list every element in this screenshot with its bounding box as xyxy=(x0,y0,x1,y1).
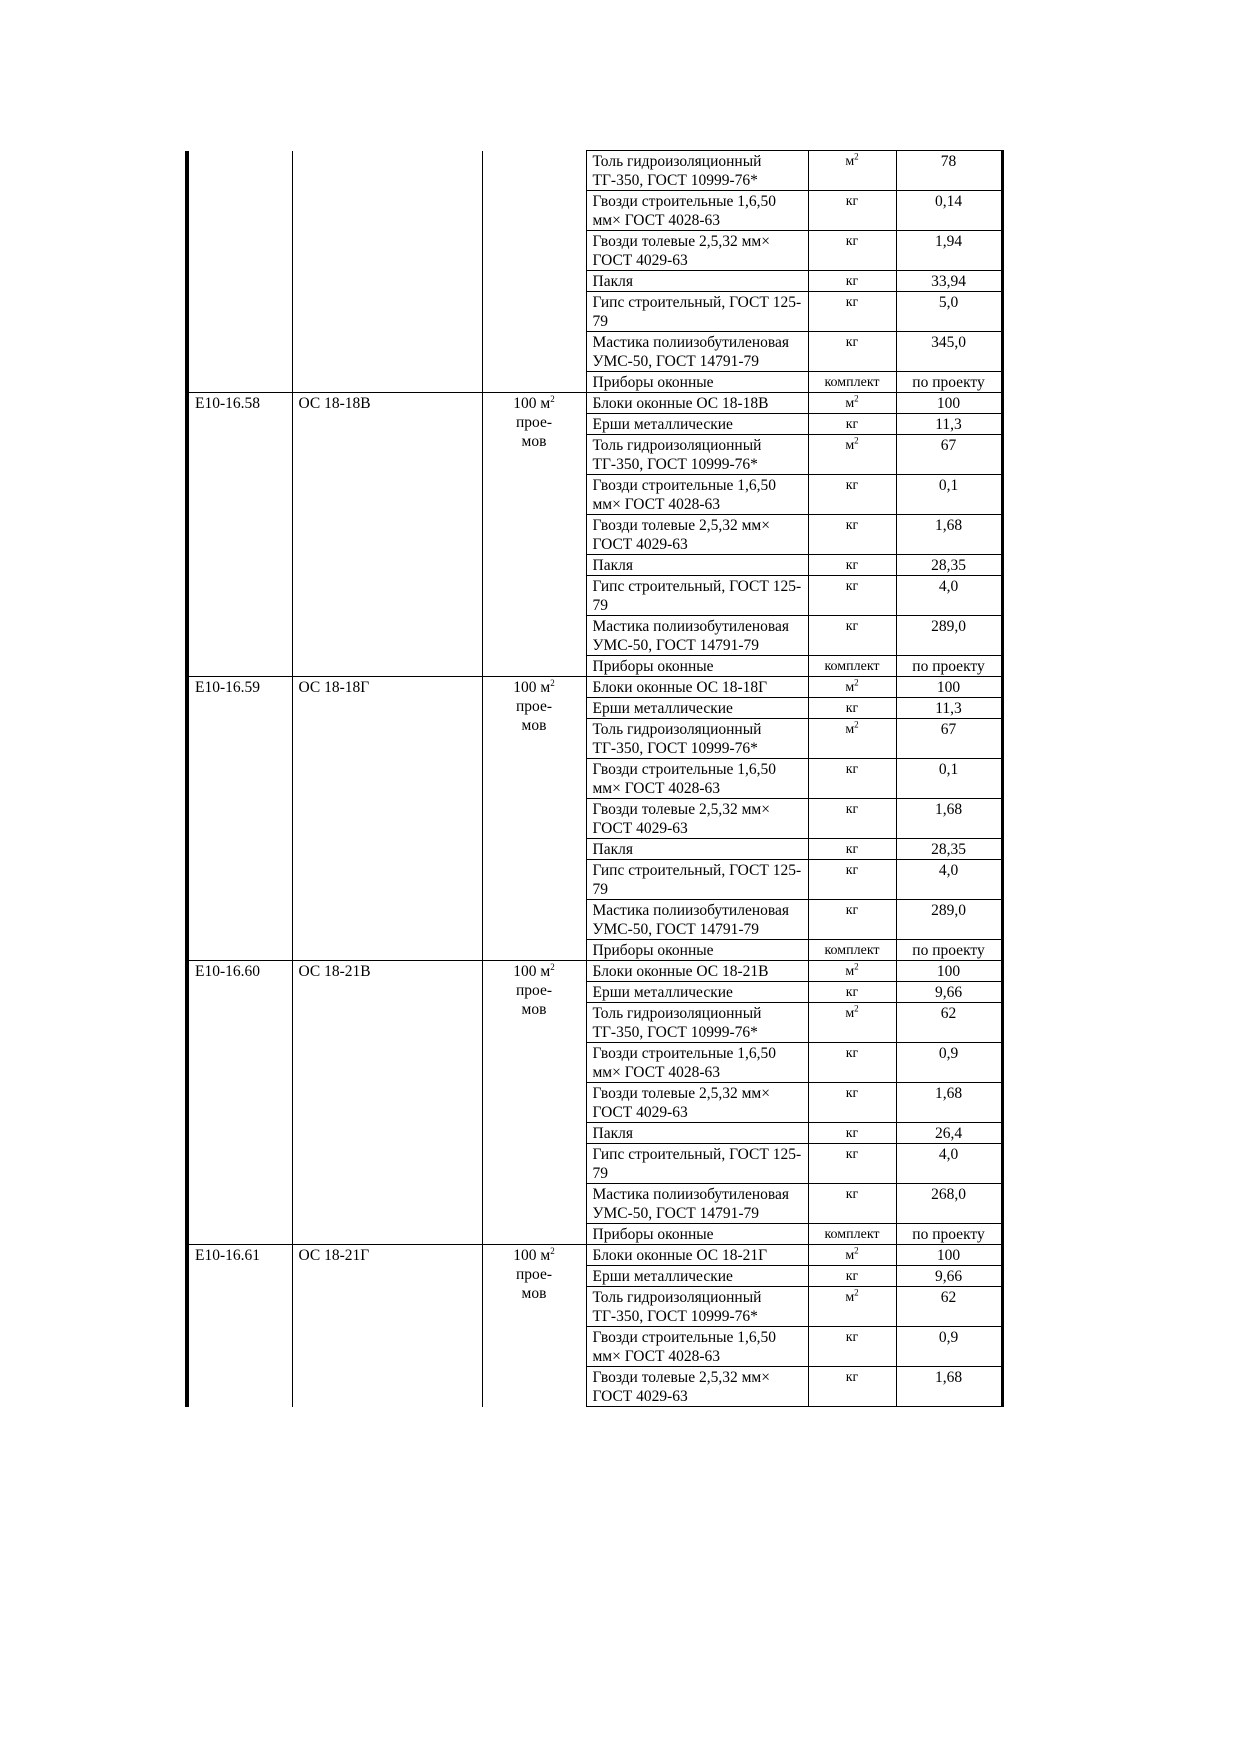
material-unit-text: кг xyxy=(845,1046,859,1061)
material-unit xyxy=(808,191,896,231)
material-name: Гипс строительный, ГОСТ 125-79 xyxy=(586,292,808,332)
material-quantity: по проекту xyxy=(896,940,1002,961)
material-unit xyxy=(808,1327,896,1367)
norm-unit xyxy=(482,961,586,1245)
table-row xyxy=(187,961,1002,982)
material-name: Гвозди толевые 2,5,32 мм× ГОСТ 4029-63 xyxy=(586,231,808,271)
material-unit xyxy=(808,1224,896,1245)
material-unit-text: м xyxy=(845,438,855,453)
material-unit xyxy=(808,515,896,555)
norm-unit-line: мов xyxy=(521,433,547,450)
material-unit xyxy=(808,372,896,393)
material-name: Гвозди толевые 2,5,32 мм× ГОСТ 4029-63 xyxy=(586,1367,808,1407)
norm-unit-line: мов xyxy=(521,1285,547,1302)
material-unit xyxy=(808,332,896,372)
material-unit-text: кг xyxy=(845,1370,859,1385)
material-unit xyxy=(808,698,896,719)
material-unit-text: кг xyxy=(845,863,859,878)
norm-unit xyxy=(482,151,586,393)
material-unit xyxy=(808,393,896,414)
material-unit-sup: 2 xyxy=(854,1287,859,1298)
material-unit-text: кг xyxy=(845,1126,859,1141)
material-name: Мастика полиизобутиленовая УМС-50, ГОСТ 14791-79 xyxy=(586,1184,808,1224)
material-quantity: 67 xyxy=(896,435,1002,475)
material-quantity: 33,94 xyxy=(896,271,1002,292)
material-name: Гвозди строительные 1,6,50 мм× ГОСТ 4028-63 xyxy=(586,475,808,515)
material-quantity: 26,4 xyxy=(896,1123,1002,1144)
material-name: Мастика полиизобутиленовая УМС-50, ГОСТ 14791-79 xyxy=(586,616,808,656)
material-quantity: 9,66 xyxy=(896,1266,1002,1287)
material-unit-text: кг xyxy=(845,762,859,777)
material-quantity: 28,35 xyxy=(896,555,1002,576)
norm-code: Е10-16.60 xyxy=(187,961,292,1245)
material-unit-sup: 2 xyxy=(854,435,859,446)
material-quantity: 0,14 xyxy=(896,191,1002,231)
material-unit xyxy=(808,759,896,799)
table-row xyxy=(187,677,1002,698)
material-quantity: по проекту xyxy=(896,1224,1002,1245)
material-unit-text: кг xyxy=(845,478,859,493)
material-quantity: 5,0 xyxy=(896,292,1002,332)
material-name: Пакля xyxy=(586,271,808,292)
material-unit xyxy=(808,414,896,435)
norm-unit-line: прое- xyxy=(515,1266,553,1283)
norm-name: ОС 18-18В xyxy=(292,393,482,677)
material-unit-text: кг xyxy=(845,1086,859,1101)
material-quantity: 289,0 xyxy=(896,616,1002,656)
norm-unit-line: прое- xyxy=(515,414,553,431)
norm-unit xyxy=(482,393,586,677)
material-unit-text: м xyxy=(845,154,855,169)
material-unit-text: комплект xyxy=(824,375,880,390)
material-unit xyxy=(808,292,896,332)
material-name: Ерши металлические xyxy=(586,982,808,1003)
material-unit-text: кг xyxy=(845,903,859,918)
material-unit-text: кг xyxy=(845,579,859,594)
material-unit xyxy=(808,151,896,191)
material-unit xyxy=(808,576,896,616)
material-name: Толь гидроизоляционный ТГ-350, ГОСТ 10999-76* xyxy=(586,435,808,475)
material-unit xyxy=(808,1245,896,1266)
material-quantity: 1,94 xyxy=(896,231,1002,271)
norm-unit-sup: 2 xyxy=(550,1245,555,1256)
material-name: Пакля xyxy=(586,555,808,576)
table-row xyxy=(187,1245,1002,1266)
material-name: Толь гидроизоляционный ТГ-350, ГОСТ 10999-76* xyxy=(586,1287,808,1327)
material-unit-text: комплект xyxy=(824,1227,880,1242)
material-name: Пакля xyxy=(586,839,808,860)
material-quantity: 67 xyxy=(896,719,1002,759)
material-unit-sup: 2 xyxy=(854,1245,859,1256)
norm-name: ОС 18-21Г xyxy=(292,1245,482,1407)
norms-table-body xyxy=(187,151,1002,1407)
norm-unit xyxy=(482,1245,586,1407)
material-quantity: по проекту xyxy=(896,372,1002,393)
material-name: Толь гидроизоляционный ТГ-350, ГОСТ 10999-76* xyxy=(586,719,808,759)
material-unit xyxy=(808,616,896,656)
norm-name: ОС 18-18Г xyxy=(292,677,482,961)
material-name: Ерши металлические xyxy=(586,698,808,719)
material-name: Гипс строительный, ГОСТ 125-79 xyxy=(586,1144,808,1184)
material-quantity: 9,66 xyxy=(896,982,1002,1003)
material-quantity: 100 xyxy=(896,677,1002,698)
material-unit-text: кг xyxy=(845,1269,859,1284)
norm-unit-sup: 2 xyxy=(550,961,555,972)
material-unit xyxy=(808,677,896,698)
norm-code: Е10-16.61 xyxy=(187,1245,292,1407)
material-unit xyxy=(808,839,896,860)
material-name: Гвозди строительные 1,6,50 мм× ГОСТ 4028-63 xyxy=(586,191,808,231)
material-unit-text: кг xyxy=(845,802,859,817)
material-quantity: 4,0 xyxy=(896,860,1002,900)
material-unit xyxy=(808,900,896,940)
material-unit-text: кг xyxy=(845,194,859,209)
material-unit xyxy=(808,719,896,759)
material-unit-text: м xyxy=(845,1290,855,1305)
material-unit-text: м xyxy=(845,1248,855,1263)
material-quantity: 78 xyxy=(896,151,1002,191)
material-quantity: 11,3 xyxy=(896,414,1002,435)
material-unit xyxy=(808,1003,896,1043)
material-quantity: 345,0 xyxy=(896,332,1002,372)
norm-unit-line: прое- xyxy=(515,698,553,715)
material-unit-text: кг xyxy=(845,1187,859,1202)
material-name: Блоки оконные ОС 18-18Г xyxy=(586,677,808,698)
material-unit xyxy=(808,555,896,576)
material-quantity: 100 xyxy=(896,1245,1002,1266)
norm-code: Е10-16.59 xyxy=(187,677,292,961)
norms-table xyxy=(185,150,1004,1407)
material-name: Ерши металлические xyxy=(586,1266,808,1287)
material-quantity: 62 xyxy=(896,1287,1002,1327)
material-unit xyxy=(808,231,896,271)
norm-unit-main: 100 м xyxy=(513,1247,551,1264)
norm-name: ОС 18-21В xyxy=(292,961,482,1245)
material-name: Приборы оконные xyxy=(586,656,808,677)
material-quantity: 100 xyxy=(896,961,1002,982)
material-unit-text: кг xyxy=(845,1147,859,1162)
material-name: Гвозди толевые 2,5,32 мм× ГОСТ 4029-63 xyxy=(586,1083,808,1123)
material-unit-text: кг xyxy=(845,985,859,1000)
norm-name xyxy=(292,151,482,393)
material-name: Гвозди толевые 2,5,32 мм× ГОСТ 4029-63 xyxy=(586,515,808,555)
material-quantity: 4,0 xyxy=(896,1144,1002,1184)
material-unit-text: кг xyxy=(845,518,859,533)
material-unit-text: м xyxy=(845,964,855,979)
material-name: Блоки оконные ОС 18-21В xyxy=(586,961,808,982)
material-unit xyxy=(808,1266,896,1287)
material-quantity: 0,9 xyxy=(896,1327,1002,1367)
norm-code xyxy=(187,151,292,393)
material-unit-text: м xyxy=(845,722,855,737)
material-quantity: 1,68 xyxy=(896,515,1002,555)
material-quantity: 0,1 xyxy=(896,759,1002,799)
material-unit-text: кг xyxy=(845,558,859,573)
material-unit xyxy=(808,1144,896,1184)
material-unit xyxy=(808,940,896,961)
norm-unit-line: прое- xyxy=(515,982,553,999)
material-unit xyxy=(808,961,896,982)
material-unit xyxy=(808,1043,896,1083)
material-unit-text: комплект xyxy=(824,943,880,958)
material-name: Гвозди строительные 1,6,50 мм× ГОСТ 4028-63 xyxy=(586,759,808,799)
material-name: Толь гидроизоляционный ТГ-350, ГОСТ 10999-76* xyxy=(586,151,808,191)
material-name: Мастика полиизобутиленовая УМС-50, ГОСТ 14791-79 xyxy=(586,900,808,940)
material-name: Приборы оконные xyxy=(586,1224,808,1245)
material-unit xyxy=(808,1083,896,1123)
material-quantity: 289,0 xyxy=(896,900,1002,940)
material-quantity: 0,9 xyxy=(896,1043,1002,1083)
material-name: Ерши металлические xyxy=(586,414,808,435)
table-row xyxy=(187,151,1002,191)
material-unit xyxy=(808,1287,896,1327)
material-unit-sup: 2 xyxy=(854,1003,859,1014)
material-quantity: 1,68 xyxy=(896,1367,1002,1407)
material-unit-text: м xyxy=(845,396,855,411)
material-name: Приборы оконные xyxy=(586,940,808,961)
material-unit-text: комплект xyxy=(824,659,880,674)
material-unit xyxy=(808,860,896,900)
material-unit xyxy=(808,435,896,475)
material-name: Блоки оконные ОС 18-18В xyxy=(586,393,808,414)
norm-code: Е10-16.58 xyxy=(187,393,292,677)
material-name: Приборы оконные xyxy=(586,372,808,393)
material-unit xyxy=(808,982,896,1003)
material-name: Блоки оконные ОС 18-21Г xyxy=(586,1245,808,1266)
material-unit xyxy=(808,656,896,677)
material-quantity: 0,1 xyxy=(896,475,1002,515)
norm-unit-sup: 2 xyxy=(550,393,555,404)
material-name: Мастика полиизобутиленовая УМС-50, ГОСТ 14791-79 xyxy=(586,332,808,372)
material-unit-text: кг xyxy=(845,274,859,289)
material-unit-text: кг xyxy=(845,417,859,432)
table-row xyxy=(187,393,1002,414)
material-quantity: 1,68 xyxy=(896,1083,1002,1123)
material-quantity: 1,68 xyxy=(896,799,1002,839)
material-name: Гвозди строительные 1,6,50 мм× ГОСТ 4028-63 xyxy=(586,1043,808,1083)
norm-unit-main: 100 м xyxy=(513,963,551,980)
material-unit-sup: 2 xyxy=(854,393,859,404)
material-unit-sup: 2 xyxy=(854,961,859,972)
material-quantity: 4,0 xyxy=(896,576,1002,616)
material-unit xyxy=(808,271,896,292)
material-unit xyxy=(808,1123,896,1144)
material-unit-text: кг xyxy=(845,234,859,249)
material-unit-text: м xyxy=(845,1006,855,1021)
material-unit xyxy=(808,1367,896,1407)
material-quantity: 28,35 xyxy=(896,839,1002,860)
material-unit-text: кг xyxy=(845,701,859,716)
material-unit xyxy=(808,799,896,839)
material-unit-text: кг xyxy=(845,335,859,350)
material-unit-text: м xyxy=(845,680,855,695)
norm-unit-main: 100 м xyxy=(513,679,551,696)
material-name: Гипс строительный, ГОСТ 125-79 xyxy=(586,576,808,616)
norm-unit-main: 100 м xyxy=(513,395,551,412)
norm-unit xyxy=(482,677,586,961)
material-quantity: 100 xyxy=(896,393,1002,414)
material-unit-sup: 2 xyxy=(854,719,859,730)
material-name: Гвозди строительные 1,6,50 мм× ГОСТ 4028-63 xyxy=(586,1327,808,1367)
material-unit xyxy=(808,475,896,515)
material-quantity: по проекту xyxy=(896,656,1002,677)
material-name: Толь гидроизоляционный ТГ-350, ГОСТ 10999-76* xyxy=(586,1003,808,1043)
norm-unit-line: мов xyxy=(521,717,547,734)
material-unit-text: кг xyxy=(845,1330,859,1345)
material-unit-text: кг xyxy=(845,619,859,634)
material-quantity: 268,0 xyxy=(896,1184,1002,1224)
material-quantity: 11,3 xyxy=(896,698,1002,719)
material-quantity: 62 xyxy=(896,1003,1002,1043)
material-unit-sup: 2 xyxy=(854,677,859,688)
material-name: Гвозди толевые 2,5,32 мм× ГОСТ 4029-63 xyxy=(586,799,808,839)
norm-unit-sup: 2 xyxy=(550,677,555,688)
material-unit-sup: 2 xyxy=(854,151,859,162)
material-unit xyxy=(808,1184,896,1224)
norm-unit-line: мов xyxy=(521,1001,547,1018)
material-unit-text: кг xyxy=(845,295,859,310)
material-name: Гипс строительный, ГОСТ 125-79 xyxy=(586,860,808,900)
material-name: Пакля xyxy=(586,1123,808,1144)
material-unit-text: кг xyxy=(845,842,859,857)
